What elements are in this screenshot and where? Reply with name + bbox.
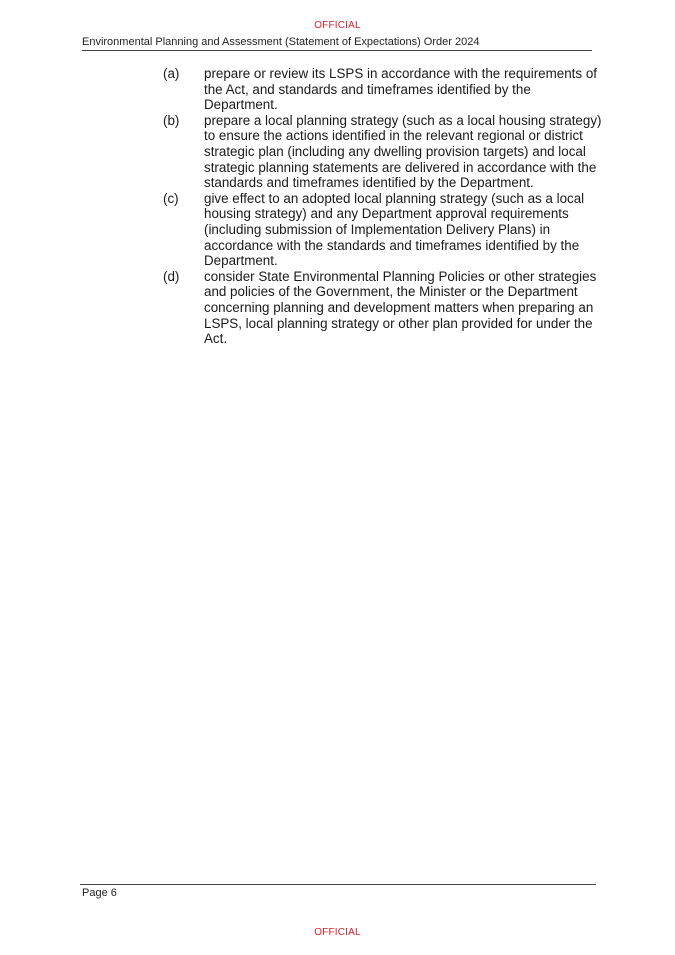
security-marking-bottom: OFFICIAL	[314, 927, 361, 938]
clause-d	[163, 269, 603, 347]
clause-marker: (d)	[163, 268, 180, 284]
clause-a	[163, 66, 603, 113]
document-title-header: Environmental Planning and Assessment (Statement of Expectations) Order 2024	[82, 36, 480, 48]
clause-marker: (c)	[163, 190, 179, 206]
header-divider	[82, 50, 592, 51]
clause-text: prepare a local planning strategy (such as a local housing strategy) to ensure the actions identified in the relevant regional or district strategic plan (including any dwelling provision targets) and local strategic planning statements are delivered in accordance with the standards and timeframes identified by the Department.	[204, 112, 602, 191]
clause-marker: (a)	[163, 66, 180, 81]
footer-divider	[80, 884, 596, 885]
clause-marker: (b)	[163, 112, 180, 128]
security-marking-top: OFFICIAL	[314, 20, 361, 31]
clause-list	[163, 66, 603, 347]
page-number: Page 6	[82, 887, 117, 899]
clause-b	[163, 113, 603, 191]
clause-text: prepare or review its LSPS in accordance with the requirements of the Act, and standards and timeframes identified by the Department.	[204, 66, 597, 113]
clause-text: give effect to an adopted local planning strategy (such as a local housing strategy) and any Department approval requirements (including submission of Implementation Delivery Plans) in accordance with the standards and timeframes identified by the Department.	[204, 190, 585, 269]
clause-c	[163, 191, 603, 269]
clause-text: consider State Environmental Planning Policies or other strategies and policies of the Government, the Minister or the Department concerning planning and development matters when preparing an LSPS, local planning strategy or other plan provided for under the Act.	[204, 268, 597, 347]
